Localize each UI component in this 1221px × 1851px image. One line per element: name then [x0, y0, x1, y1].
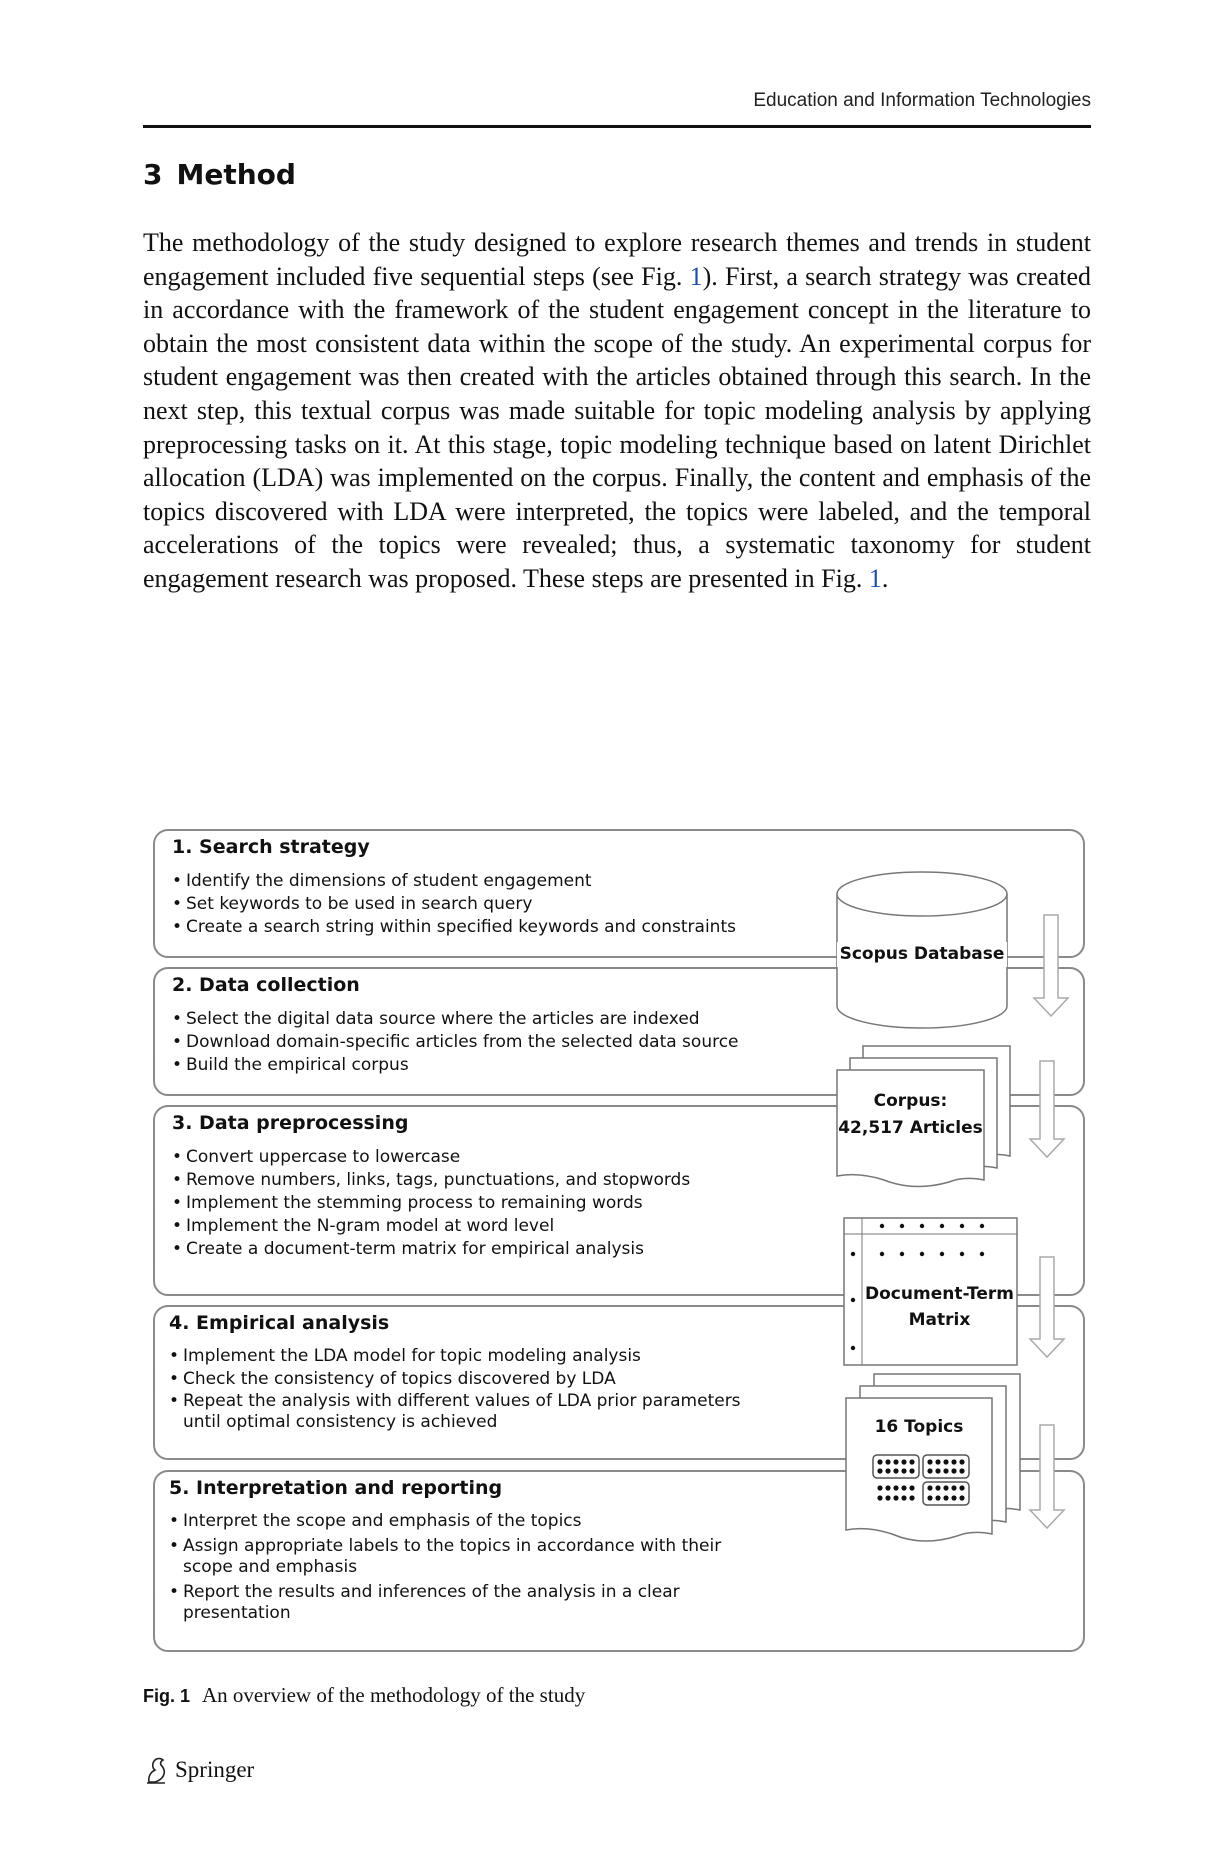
caption-text: An overview of the methodology of the study: [202, 1683, 586, 1707]
methodology-figure: [140, 818, 1100, 1658]
topics-document-stack-icon: [846, 1374, 1020, 1541]
step-item: • Report the results and inferences of the analysis in a clear presentation: [169, 1582, 723, 1624]
figure-ref-link[interactable]: 1: [689, 261, 703, 291]
corpus-label-line1: Corpus:: [873, 1091, 948, 1111]
step-item: • Implement the LDA model for topic modeling analysis: [169, 1345, 743, 1368]
step-4-title: 4. Empirical analysis: [169, 1312, 390, 1334]
springer-horse-icon: [143, 1755, 169, 1785]
step-item: • Implement the stemming process to remaining words: [172, 1192, 746, 1215]
scopus-database-label: Scopus Database: [837, 942, 1007, 967]
figure-caption: [143, 1683, 585, 1708]
section-heading: [143, 158, 296, 191]
figure-ref-link[interactable]: 1: [868, 563, 882, 593]
step-item: • Build the empirical corpus: [172, 1054, 746, 1077]
method-paragraph: [143, 226, 1091, 596]
step-item: • Interpret the scope and emphasis of the topics: [169, 1511, 723, 1532]
paragraph-text: The methodology of the study designed to explore research themes and trends in student engagement included five sequential steps (see Fig.: [143, 228, 1091, 291]
step-item: • Assign appropriate labels to the topics in accordance with their scope and emphasis: [169, 1536, 723, 1578]
step-item: • Check the consistency of topics discovered by LDA: [169, 1368, 743, 1391]
section-number: 3: [143, 158, 163, 191]
paragraph-text: .: [881, 563, 889, 593]
dtm-label-line2: Matrix: [908, 1310, 971, 1330]
header-rule: [143, 125, 1091, 128]
step-2-title: 2. Data collection: [172, 974, 360, 996]
publisher-footer: [143, 1755, 254, 1785]
step-item: • Identify the dimensions of student engagement: [172, 870, 746, 893]
step-3-list: [172, 1146, 746, 1261]
paragraph-text: ). First, a search strategy was created in accordance with the framework of the student engagement concept in the literature to obtain the most consistent data within the scope of the study. An experimental corpus for student engagement was then created with the articles obtained through this search. In the next step, this textual corpus was made suitable for topic modeling analysis by applying preprocessing tasks on it. At this stage, topic modeling technique based on latent Dirichlet allocation (LDA) was implemented on the corpus. Finally, the content and emphasis of the topics discovered with LDA were interpreted, the topics were labeled, and the temporal accelerations of the topics were revealed; thus, a systematic taxonomy for student engagement research was proposed. These steps are presented in Fig.: [143, 261, 1092, 593]
step-1-title: 1. Search strategy: [172, 836, 370, 858]
step-2-list: [172, 1008, 746, 1077]
step-item: • Repeat the analysis with different values of LDA prior parameters until optimal consistency is achieved: [169, 1391, 743, 1433]
step-item: • Create a search string within specified keywords and constraints: [172, 916, 746, 939]
step-item: • Download domain-specific articles from the selected data source: [172, 1031, 746, 1054]
step-item: • Select the digital data source where the articles are indexed: [172, 1008, 746, 1031]
step-5-list: [169, 1511, 723, 1624]
step-4-list: [169, 1345, 743, 1433]
step-item: • Convert uppercase to lowercase: [172, 1146, 746, 1169]
step-item: • Implement the N-gram model at word level: [172, 1215, 746, 1238]
journal-name: Education and Information Technologies: [753, 90, 1091, 111]
step-item: • Remove numbers, links, tags, punctuations, and stopwords: [172, 1169, 746, 1192]
publisher-name: Springer: [175, 1757, 255, 1782]
topics-label: 16 Topics: [874, 1417, 964, 1437]
dtm-label-line1: Document-Term: [865, 1284, 1014, 1304]
caption-label: Fig. 1: [143, 1686, 191, 1706]
section-title: Method: [176, 158, 296, 191]
step-3-title: 3. Data preprocessing: [172, 1112, 409, 1134]
step-5-title: 5. Interpretation and reporting: [169, 1477, 503, 1499]
step-item: • Set keywords to be used in search query: [172, 893, 746, 916]
step-item: • Create a document-term matrix for empirical analysis: [172, 1238, 746, 1261]
corpus-label-line2: 42,517 Articles: [838, 1118, 983, 1138]
step-1-list: [172, 870, 746, 939]
